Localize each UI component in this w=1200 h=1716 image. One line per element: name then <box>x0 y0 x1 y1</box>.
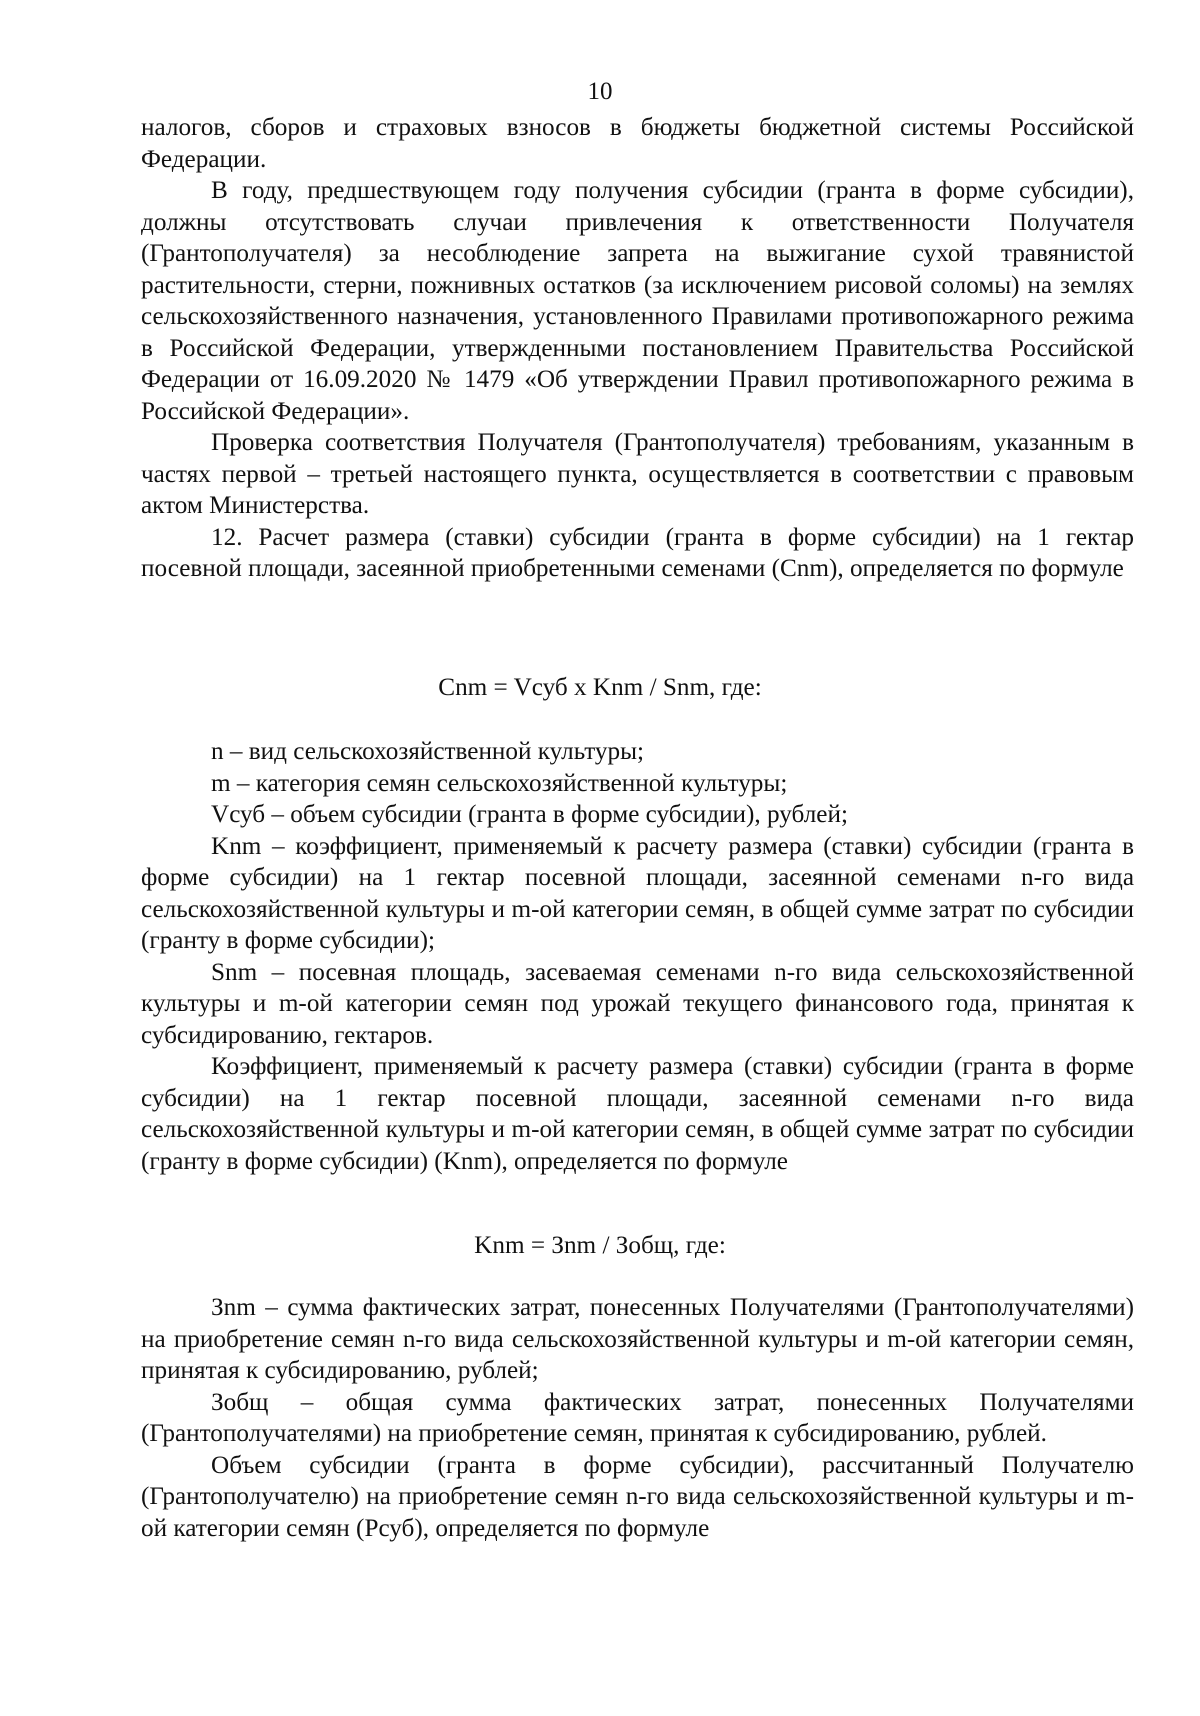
text-block-definitions-1 <box>141 736 1134 1177</box>
definition-m: m – категория семян сельскохозяйственной культуры; <box>211 769 788 797</box>
text-block-definitions-2 <box>141 1292 1134 1544</box>
paragraph-continuation: налогов, сборов и страховых взносов в бюджеты бюджетной системы Российской Федерации. <box>141 114 1134 173</box>
paragraph-coefficient: Коэффициент, применяемый к расчету размера (ставки) субсидии (гранта в форме субсидии) на 1 гектар посевной площади, засеянной семенами n-го вида сельскохозяйственной культуры и m-ой категории семян, в общей сумме затрат по субсидии (гранту в форме субсидии) (Knm), определяется по формуле <box>141 1053 1134 1175</box>
paragraph-verification: Проверка соответствия Получателя (Грантополучателя) требованиям, указанным в частях первой – третьей настоящего пункта, осуществляется в соответствии с правовым актом Министерства. <box>141 429 1134 519</box>
paragraph-item-12: 12. Расчет размера (ставки) субсидии (гранта в форме субсидии) на 1 гектар посевной площади, засеянной приобретенными семенами (Cnm), определяется по формуле <box>141 523 1134 582</box>
definition-snm: Snm – посевная площадь, засеваемая семенами n-го вида сельскохозяйственной культуры и m-ой категории семян под урожай текущего финансового года, принятая к субсидированию, гектаров. <box>141 958 1134 1049</box>
formula-knm: Knm = Зnm / Зобщ, где: <box>474 1232 726 1259</box>
definition-vsub: Vсуб – объем субсидии (гранта в форме субсидии), рублей; <box>211 801 848 828</box>
definition-knm: Knm – коэффициент, применяемый к расчету размера (ставки) субсидии (гранта в форме субсидии) на 1 гектар посевной площади, засеянной семенами n-го вида сельскохозяйственной культуры и m-ой категории семян, в общей сумме затрат по субсидии (гранту в форме субсидии); <box>141 832 1134 954</box>
paragraph-subsidy-volume: Объем субсидии (гранта в форме субсидии), рассчитанный Получателю (Грантополучателю) на приобретение семян n-го вида сельскохозяйственной культуры и m-ой категории семян (Рсуб), определяется по формуле <box>141 1451 1134 1542</box>
page-number: 10 <box>587 78 613 105</box>
definition-znm: Зnm – сумма фактических затрат, понесенных Получателями (Грантополучателями) на приобретение семян n-го вида сельскохозяйственной культуры и m-ой категории семян, принятая к субсидированию, рублей; <box>141 1294 1134 1384</box>
formula-cnm: Cnm = Vсуб x Knm / Snm, где: <box>438 674 762 701</box>
definition-n: n – вид сельскохозяйственной культуры; <box>211 738 645 765</box>
paragraph-fire-requirement: В году, предшествующем году получения субсидии (гранта в форме субсидии), должны отсутствовать случаи привлечения к ответственности Получателя (Грантополучателя) за несоблюдение запрета на выжигание сухой травянистой растительности, стерни, пожнивных остатков (за исключением рисовой соломы) на землях сельскохозяйственного назначения, установленного Правилами противопожарного режима в Российской Федерации, утвержденными постановлением Правительства Российской Федерации от 16.09.2020 № 1479 «Об утверждении Правил противопожарного режима в Российской Федерации». <box>141 177 1134 425</box>
text-block-upper <box>141 112 1134 585</box>
definition-zobsh: Зобщ – общая сумма фактических затрат, понесенных Получателями (Грантополучателями) на приобретение семян, принятая к субсидированию, рублей. <box>141 1388 1134 1447</box>
